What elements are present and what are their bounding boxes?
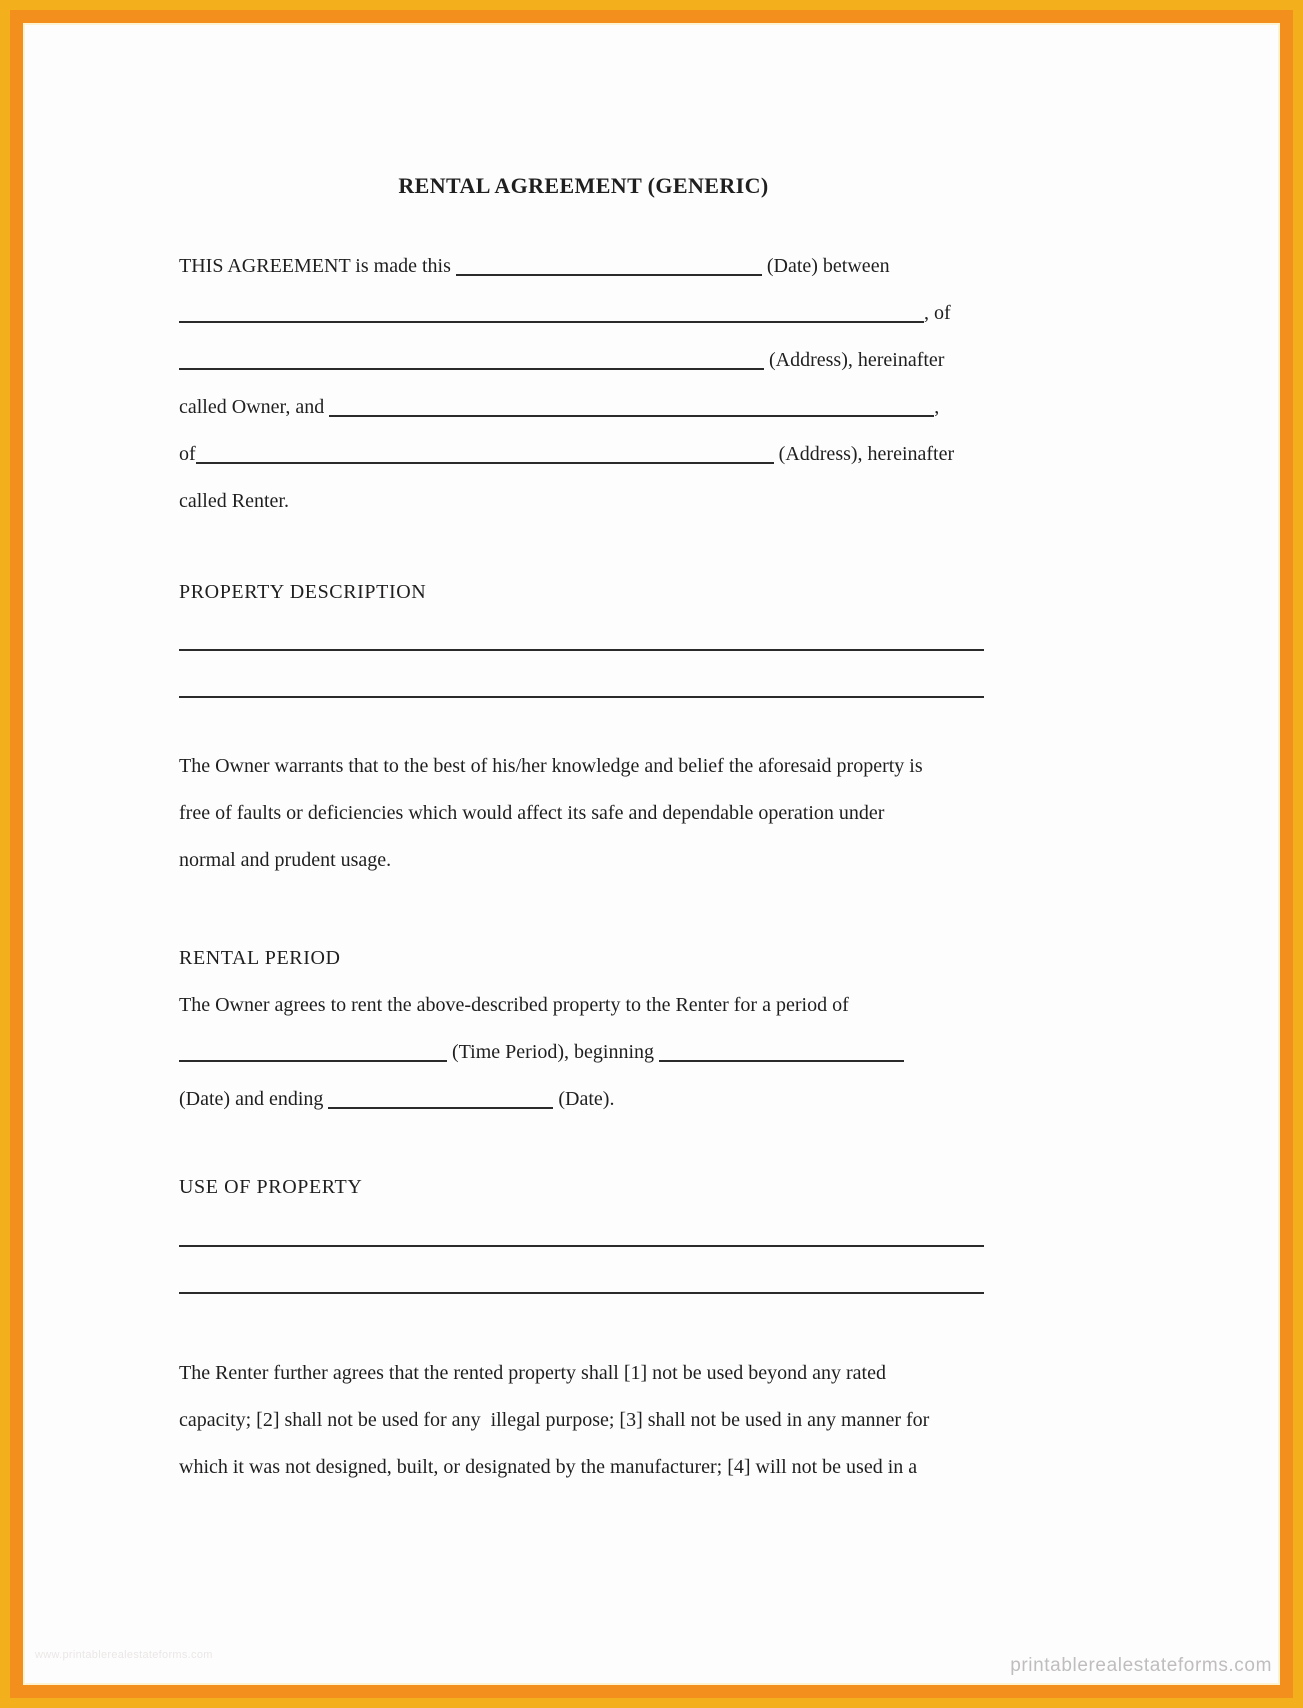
text-run: of [179,443,196,465]
doc-line [179,243,988,290]
fill-in-blank-line [329,397,934,417]
section-property-description [179,569,988,616]
text-run: , of [924,302,951,324]
rental-period-paragraph [179,982,988,1123]
doc-line [179,1350,988,1397]
doc-line [179,1444,988,1491]
fill-in-blank-line [179,350,764,370]
text-run: PROPERTY DESCRIPTION [179,581,427,603]
fill-in-blank-line [179,1274,984,1294]
document-page [23,23,1280,1685]
doc-line [179,569,988,616]
footer-site-text: printablerealestateforms.com [1010,1655,1272,1676]
fill-in-blank-line [179,1042,447,1062]
doc-line [179,837,988,884]
doc-line [179,290,988,337]
doc-line [179,431,988,478]
doc-line [179,384,988,431]
text-run: called Owner, and [179,396,330,418]
text-run: (Address), hereinafter [764,349,945,371]
doc-line [179,171,988,201]
doc-line [179,337,988,384]
doc-line [179,935,988,982]
renter-agreement-paragraph [179,1350,988,1491]
use-of-property-blanks [179,1214,988,1308]
doc-line [179,1076,988,1123]
doc-line [179,1164,988,1211]
doc-line [179,1397,988,1444]
fill-in-blank-line [328,1089,553,1109]
text-run: THIS AGREEMENT is made this [179,255,456,277]
intro-paragraph [179,243,988,525]
fill-in-blank-line [659,1042,904,1062]
text-run: (Time Period), beginning [447,1041,660,1063]
fill-in-blank-line [179,303,924,323]
text-run: (Date) and ending [179,1088,329,1110]
text-run: capacity; [2] shall not be used for any illegal purpose; [3] shall not be used in any manner for [179,1409,930,1431]
doc-line [179,1261,988,1308]
watermark-text: www.printablerealestateforms.com [35,1649,213,1661]
text-run: The Owner warrants that to the best of his/her knowledge and belief the aforesaid property is [179,755,923,777]
fill-in-blank-line [179,678,984,698]
text-run: The Renter further agrees that the rented property shall [1] not be used beyond any rated [179,1362,886,1384]
text-run: , [934,396,940,418]
doc-line [179,1029,988,1076]
doc-line [179,618,988,665]
doc-line [179,982,988,1029]
owner-warranty-paragraph [179,743,988,884]
text-run: called Renter. [179,490,289,512]
doc-line [179,790,988,837]
text-run: (Date). [553,1088,615,1110]
text-run: USE OF PROPERTY [179,1176,363,1198]
doc-line [179,478,988,525]
doc-line [179,665,988,712]
doc-title [179,171,988,201]
text-run: (Date) between [761,255,890,277]
fill-in-blank-line [179,631,984,651]
fill-in-blank-line [196,444,774,464]
text-run: The Owner agrees to rent the above-described property to the Renter for a period of [179,994,849,1016]
text-run: (Address), hereinafter [773,443,955,465]
doc-line [179,743,988,790]
inner-orange-border [10,10,1293,1698]
fill-in-blank-line [456,256,762,276]
text-run: RENTAL AGREEMENT (GENERIC) [398,173,769,198]
doc-line [179,1214,988,1261]
text-run: which it was not designed, built, or designated by the manufacturer; [4] will not be used in a [179,1456,918,1478]
text-run: free of faults or deficiencies which would affect its safe and dependable operation under [179,802,885,824]
text-run: normal and prudent usage. [179,849,392,871]
section-use-of-property [179,1164,988,1211]
property-description-blanks [179,618,988,712]
document-body [179,23,988,1491]
text-run: RENTAL PERIOD [179,947,341,969]
section-rental-period [179,935,988,982]
fill-in-blank-line [179,1227,984,1247]
